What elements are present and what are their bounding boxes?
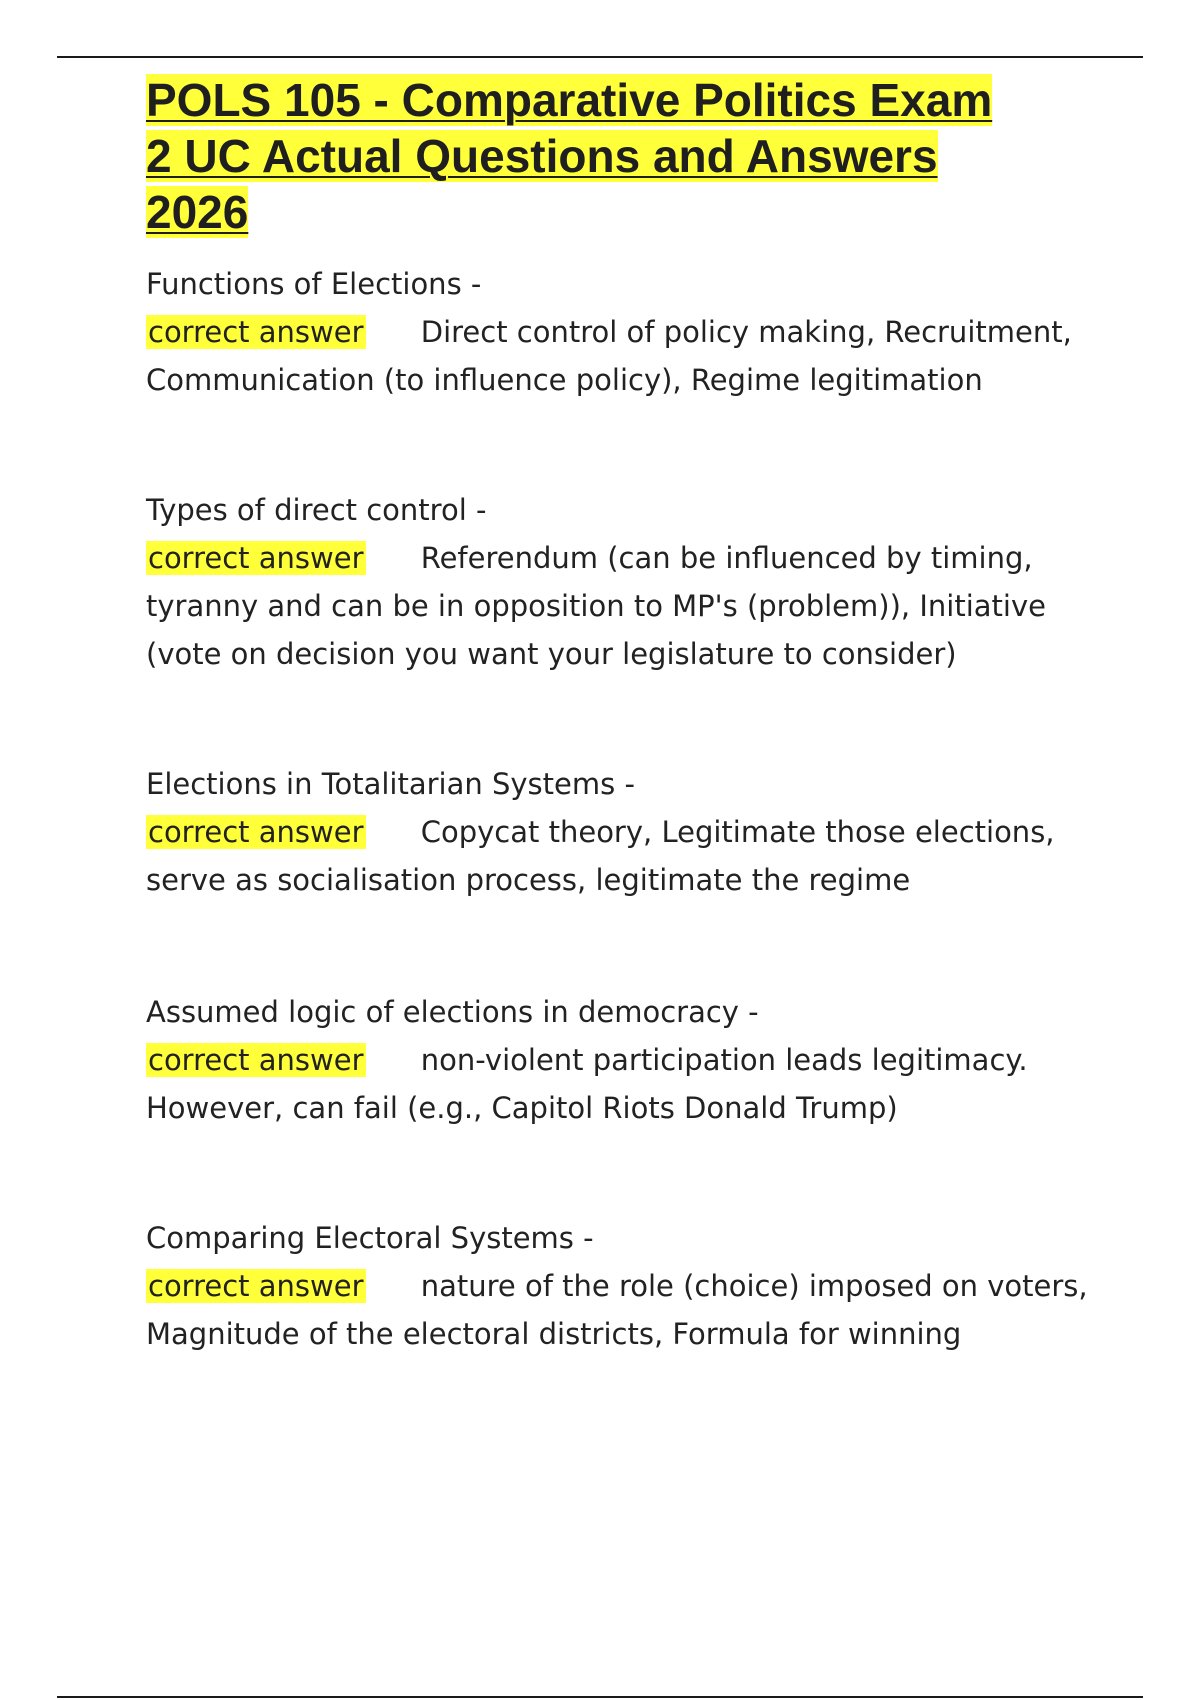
answer-text: non-violent participation leads legitimacy. However, can fail (e.g., Capitol Riots Donald Trump) <box>146 1043 1028 1125</box>
qa-item <box>146 760 1106 904</box>
answer-text: nature of the role (choice) imposed on voters, Magnitude of the electoral districts, Formula for winning <box>146 1269 1088 1351</box>
top-rule <box>57 56 1143 58</box>
answer-label: correct answer <box>148 315 364 349</box>
question-text: Assumed logic of elections in democracy - <box>146 995 759 1029</box>
answer-label: correct answer <box>148 1043 364 1077</box>
bottom-rule <box>57 1696 1143 1698</box>
answer-label: correct answer <box>148 1269 364 1303</box>
qa-item <box>146 988 1106 1132</box>
document-page <box>146 72 1106 1358</box>
qa-item <box>146 486 1106 678</box>
answer-text: Referendum (can be influenced by timing, tyranny and can be in opposition to MP's (problem)), Initiative (vote on decision you want your legislature to consider) <box>146 541 1046 671</box>
document-title <box>146 72 1106 240</box>
answer-text: Direct control of policy making, Recruitment, Communication (to influence policy), Regime legitimation <box>146 315 1072 397</box>
title-line-2: 2 UC Actual Questions and Answers <box>146 130 938 182</box>
question-text: Elections in Totalitarian Systems - <box>146 767 635 801</box>
question-text: Comparing Electoral Systems - <box>146 1221 594 1255</box>
answer-label: correct answer <box>148 541 364 575</box>
question-text: Types of direct control - <box>146 493 487 527</box>
qa-item <box>146 260 1106 404</box>
answer-label: correct answer <box>148 815 364 849</box>
answer-text: Copycat theory, Legitimate those elections, serve as socialisation process, legitimate the regime <box>146 815 1055 897</box>
title-line-1: POLS 105 - Comparative Politics Exam <box>146 74 993 126</box>
question-text: Functions of Elections - <box>146 267 482 301</box>
title-line-3: 2026 <box>146 186 249 238</box>
qa-item <box>146 1214 1106 1358</box>
